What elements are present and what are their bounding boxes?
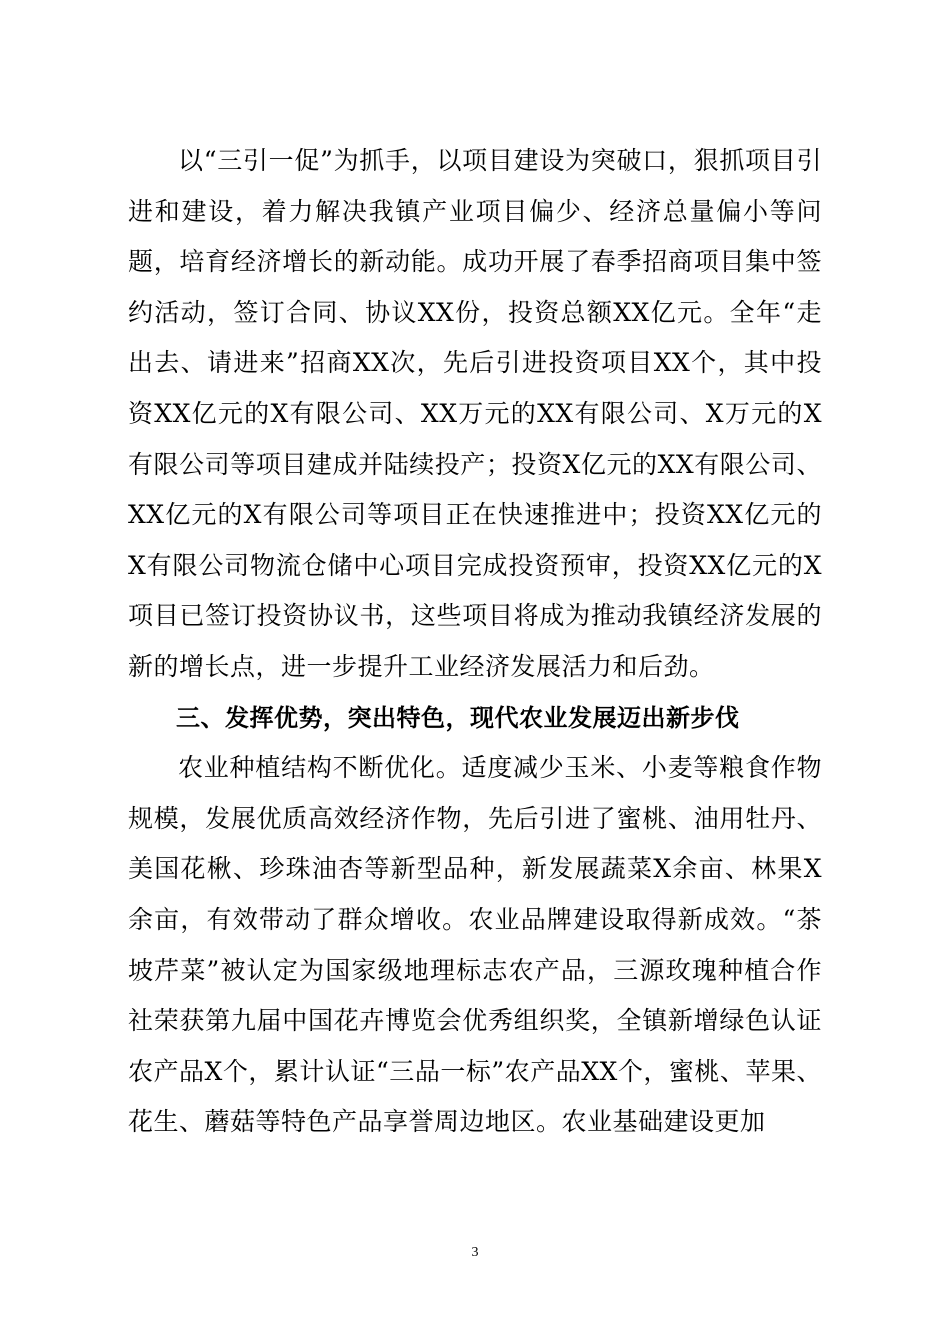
page-number: 3 — [471, 1245, 479, 1260]
paragraph-agriculture: 农业种植结构不断优化。适度减少玉米、小麦等粮食作物规模，发展优质高效经济作物，先后引进了蜜桃、油用牡丹、美国花楸、珍珠油杏等新型品种，新发展蔬菜X余亩、林果X余亩，有效带动了群众增收。农业品牌建设取得新成效。“茶坡芹菜”被认定为国家级地理标志农产品，三源玫瑰种植合作社荣获第九届中国花卉博览会优秀组织奖，全镇新增绿色认证农产品X个，累计认证“三品一标”农产品XX个，蜜桃、苹果、花生、蘑菇等特色产品享誉周边地区。农业基础建设更加 — [128, 753, 822, 1137]
document-body — [128, 136, 822, 1148]
section-heading-agriculture: 三、发挥优势，突出特色，现代农业发展迈出新步伐 — [176, 703, 740, 732]
paragraph-investment-projects: 以“三引一促”为抓手，以项目建设为突破口，狠抓项目引进和建设，着力解决我镇产业项目偏少、经济总量偏小等问题，培育经济增长的新动能。成功开展了春季招商项目集中签约活动，签订合同、协议XX份，投资总额XX亿元。全年“走出去、请进来”招商XX次，先后引进投资项目XX个，其中投资XX亿元的X有限公司、XX万元的XX有限公司、X万元的X有限公司等项目建成并陆续投产；投资X亿元的XX有限公司、XX亿元的X有限公司等项目正在快速推进中；投资XX亿元的X有限公司物流仓储中心项目完成投资预审，投资XX亿元的X项目已签订投资协议书，这些项目将成为推动我镇经济发展的新的增长点，进一步提升工业经济发展活力和后劲。 — [128, 146, 822, 681]
